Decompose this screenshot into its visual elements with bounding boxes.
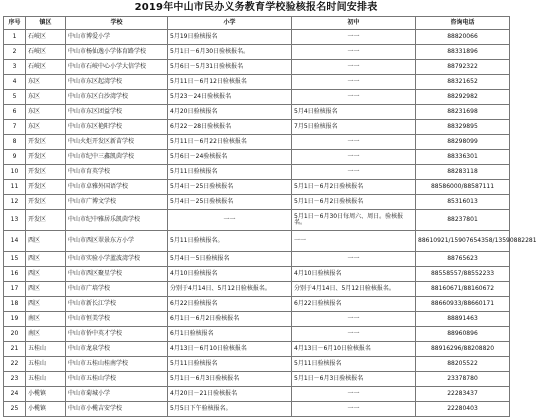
cell-phone: 88160671/88160672 <box>416 282 510 297</box>
cell-no: 22 <box>4 357 26 372</box>
cell-middle: 一一 <box>292 150 416 165</box>
cell-primary: 5月11日验核报名 <box>168 165 292 180</box>
cell-primary: 5月5日下午验核报名。 <box>168 402 292 417</box>
cell-phone: 22283437 <box>416 387 510 402</box>
cell-primary: 4月20日验核报名 <box>168 105 292 120</box>
cell-primary: 6月1日－6月2日验核报名 <box>168 312 292 327</box>
cell-primary: 5月11日验核报名。 <box>168 231 292 252</box>
cell-no: 18 <box>4 297 26 312</box>
table-row <box>4 231 510 252</box>
cell-phone: 88292982 <box>416 90 510 105</box>
table-row <box>4 282 510 297</box>
cell-primary: 5月1日－6月30日验核报名。 <box>168 45 292 60</box>
cell-no: 24 <box>4 387 26 402</box>
cell-school: 中山市广培学校 <box>66 282 168 297</box>
table-row <box>4 297 510 312</box>
cell-no: 6 <box>4 105 26 120</box>
cell-primary: 4月13日－6月10日验核报名 <box>168 342 292 357</box>
table-row <box>4 75 510 90</box>
cell-town: 东区 <box>26 90 66 105</box>
cell-town: 南区 <box>26 327 66 342</box>
cell-primary: 5月19日验核报名 <box>168 30 292 45</box>
cell-middle: 一一 <box>292 90 416 105</box>
header-primary: 小学 <box>168 17 292 30</box>
cell-town: 五桂山 <box>26 342 66 357</box>
cell-phone: 88231698 <box>416 105 510 120</box>
cell-middle: 一一 <box>292 387 416 402</box>
cell-primary: 5月4日－5日验核报名 <box>168 252 292 267</box>
cell-no: 3 <box>4 60 26 75</box>
cell-middle: 5月1日－6月2日验核报名 <box>292 180 416 195</box>
cell-middle: 一一 <box>292 30 416 45</box>
cell-primary: 6月1日验核报名 <box>168 327 292 342</box>
cell-primary: 5月23－24日验核报名 <box>168 90 292 105</box>
header-phone: 咨询电话 <box>416 17 510 30</box>
cell-no: 7 <box>4 120 26 135</box>
table-row <box>4 150 510 165</box>
cell-phone: 22280403 <box>416 402 510 417</box>
cell-school: 中山市杨仙逸小学体育路学校 <box>66 45 168 60</box>
table-row <box>4 105 510 120</box>
cell-middle: 6月22日验核报名 <box>292 297 416 312</box>
cell-school: 中山市新长江学校 <box>66 297 168 312</box>
table-row <box>4 312 510 327</box>
cell-town: 五桂山 <box>26 357 66 372</box>
cell-town: 小榄镇 <box>26 387 66 402</box>
cell-school: 中山市龙泉学校 <box>66 342 168 357</box>
cell-primary: 5月11日验核报名 <box>168 357 292 372</box>
cell-school: 中山市育英学校 <box>66 165 168 180</box>
cell-primary: 分别于4月14日、5月12日验核报名。 <box>168 282 292 297</box>
cell-middle: 5月1日－6月3日验核报名 <box>292 372 416 387</box>
table-row <box>4 267 510 282</box>
table-row <box>4 195 510 210</box>
cell-school: 中山市恒美学校 <box>66 312 168 327</box>
cell-no: 16 <box>4 267 26 282</box>
cell-phone: 88765623 <box>416 252 510 267</box>
table-row <box>4 45 510 60</box>
table-row <box>4 165 510 180</box>
cell-middle: 7月5日验核报名 <box>292 120 416 135</box>
table-row <box>4 372 510 387</box>
cell-school: 中山市侨中英才学校 <box>66 327 168 342</box>
cell-primary: 5月6日－24验核报名 <box>168 150 292 165</box>
table-row <box>4 180 510 195</box>
cell-town: 西区 <box>26 267 66 282</box>
cell-school: 中山市西区聚星学校 <box>66 267 168 282</box>
cell-no: 21 <box>4 342 26 357</box>
cell-town: 石岐区 <box>26 45 66 60</box>
cell-no: 1 <box>4 30 26 45</box>
cell-primary: 5月11日－6月12日验核报名 <box>168 75 292 90</box>
cell-middle: 5月11日验核报名 <box>292 357 416 372</box>
cell-primary: 5月6日－5月31日验核报名 <box>168 60 292 75</box>
cell-no: 13 <box>4 210 26 231</box>
cell-primary: 6月22－28日验核报名 <box>168 120 292 135</box>
cell-middle: 一一 <box>292 312 416 327</box>
schedule-table <box>3 16 537 417</box>
cell-middle: 一一 <box>292 165 416 180</box>
cell-phone: 88321652 <box>416 75 510 90</box>
cell-phone: 88610921/15907654358/13590882281 <box>416 231 510 252</box>
cell-phone: 88205522 <box>416 357 510 372</box>
cell-school: 中山市西区翠景东方小学 <box>66 231 168 252</box>
cell-middle: 5月1日－6月2日验核报名 <box>292 195 416 210</box>
cell-phone: 88792322 <box>416 60 510 75</box>
cell-middle: 一一 <box>292 402 416 417</box>
cell-primary: 5月1日－6月3日验核报名 <box>168 372 292 387</box>
cell-middle: 4月13日－6月10日验核报名 <box>292 342 416 357</box>
cell-phone: 88331896 <box>416 45 510 60</box>
cell-town: 开发区 <box>26 135 66 150</box>
header-no: 序号 <box>4 17 26 30</box>
cell-town: 开发区 <box>26 210 66 231</box>
page-title: 2019年中山市民办义务教育学校验核报名时间安排表 <box>134 2 378 13</box>
cell-town: 开发区 <box>26 165 66 180</box>
table-row <box>4 342 510 357</box>
table-row <box>4 357 510 372</box>
cell-no: 10 <box>4 165 26 180</box>
cell-school: 中山市东区团益学校 <box>66 105 168 120</box>
cell-primary: 4月10日验核报名 <box>168 267 292 282</box>
cell-phone: 88329895 <box>416 120 510 135</box>
cell-phone: 88298099 <box>416 135 510 150</box>
cell-school: 中山市广博文学校 <box>66 195 168 210</box>
cell-middle: 5月1日－6月30日每周六、周日。验核报名。 <box>292 210 416 231</box>
cell-school: 中山市博爱小学 <box>66 30 168 45</box>
table-row <box>4 402 510 417</box>
cell-school: 中山市纪中三鑫凯茵学校 <box>66 150 168 165</box>
cell-phone: 88283118 <box>416 165 510 180</box>
cell-town: 西区 <box>26 282 66 297</box>
table-row <box>4 387 510 402</box>
cell-town: 石岐区 <box>26 30 66 45</box>
cell-school: 中山市纪中雅居乐凯茵学校 <box>66 210 168 231</box>
cell-middle: 分别于4月14日、5月12日验核报名。 <box>292 282 416 297</box>
cell-school: 中山市五桂山学校 <box>66 372 168 387</box>
table-row <box>4 60 510 75</box>
cell-primary: 4月20日－21日验核报名 <box>168 387 292 402</box>
cell-phone: 85316013 <box>416 195 510 210</box>
cell-middle: 5月4日验核报名 <box>292 105 416 120</box>
table-row <box>4 327 510 342</box>
cell-primary: 一一 <box>168 210 292 231</box>
cell-town: 石岐区 <box>26 60 66 75</box>
table-row <box>4 120 510 135</box>
cell-middle: 一一 <box>292 45 416 60</box>
header-school: 学校 <box>66 17 168 30</box>
table-row <box>4 30 510 45</box>
cell-town: 小榄镇 <box>26 402 66 417</box>
cell-town: 东区 <box>26 75 66 90</box>
cell-school: 中山市菊城小学 <box>66 387 168 402</box>
cell-phone: 88558557/88552233 <box>416 267 510 282</box>
cell-no: 11 <box>4 180 26 195</box>
cell-no: 19 <box>4 312 26 327</box>
cell-town: 东区 <box>26 105 66 120</box>
cell-school: 中山市石岐中心小学大信学校 <box>66 60 168 75</box>
cell-town: 西区 <box>26 252 66 267</box>
cell-phone: 23378780 <box>416 372 510 387</box>
cell-school: 中山市卓雅外国语学校 <box>66 180 168 195</box>
cell-phone: 88586000/88587111 <box>416 180 510 195</box>
cell-phone: 88916296/88208820 <box>416 342 510 357</box>
cell-phone: 88891463 <box>416 312 510 327</box>
cell-no: 17 <box>4 282 26 297</box>
cell-phone: 88820066 <box>416 30 510 45</box>
cell-middle: 一一 <box>292 135 416 150</box>
cell-primary: 6月22日验核报名 <box>168 297 292 312</box>
cell-school: 中山市小榄吉安学校 <box>66 402 168 417</box>
cell-no: 9 <box>4 150 26 165</box>
cell-no: 15 <box>4 252 26 267</box>
cell-phone: 88336301 <box>416 150 510 165</box>
cell-school: 中山市东区白沙湾学校 <box>66 90 168 105</box>
cell-phone: 88237801 <box>416 210 510 231</box>
cell-primary: 5月4日－25日验核报名 <box>168 180 292 195</box>
cell-no: 12 <box>4 195 26 210</box>
cell-no: 20 <box>4 327 26 342</box>
table-row <box>4 90 510 105</box>
cell-school: 中山市东区艳阳学校 <box>66 120 168 135</box>
cell-town: 开发区 <box>26 180 66 195</box>
table-row <box>4 135 510 150</box>
cell-no: 25 <box>4 402 26 417</box>
cell-town: 西区 <box>26 297 66 312</box>
table-row <box>4 210 510 231</box>
header-town: 镇区 <box>26 17 66 30</box>
header-middle: 初中 <box>292 17 416 30</box>
cell-school: 中山市五桂山桂南学校 <box>66 357 168 372</box>
cell-town: 南区 <box>26 312 66 327</box>
cell-town: 开发区 <box>26 150 66 165</box>
cell-town: 五桂山 <box>26 372 66 387</box>
table-row <box>4 252 510 267</box>
cell-primary: 5月4日－25日验核报名 <box>168 195 292 210</box>
cell-town: 开发区 <box>26 195 66 210</box>
cell-middle: 一一 <box>292 75 416 90</box>
cell-phone: 88660933/88660171 <box>416 297 510 312</box>
cell-primary: 5月11日－6月22日验核报名 <box>168 135 292 150</box>
cell-phone: 88960896 <box>416 327 510 342</box>
cell-no: 14 <box>4 231 26 252</box>
cell-no: 2 <box>4 45 26 60</box>
cell-school: 中山市实验小学蓝波湾学校 <box>66 252 168 267</box>
cell-school: 中山市东区起湾学校 <box>66 75 168 90</box>
cell-town: 东区 <box>26 120 66 135</box>
cell-middle: 一一 <box>292 327 416 342</box>
cell-school: 中山火炬开发区新苗学校 <box>66 135 168 150</box>
cell-no: 8 <box>4 135 26 150</box>
cell-no: 5 <box>4 90 26 105</box>
cell-town: 西区 <box>26 231 66 252</box>
cell-no: 23 <box>4 372 26 387</box>
cell-middle: 一一 <box>292 231 416 252</box>
cell-middle: 一一 <box>292 60 416 75</box>
cell-no: 4 <box>4 75 26 90</box>
table-header-row <box>4 17 510 30</box>
cell-middle: 一一 <box>292 252 416 267</box>
cell-middle: 4月10日验核报名 <box>292 267 416 282</box>
